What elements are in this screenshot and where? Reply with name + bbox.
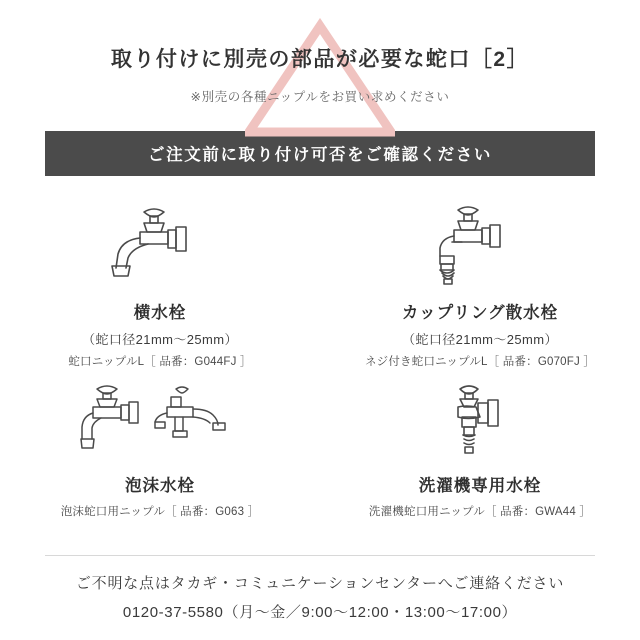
foam-faucet-art bbox=[10, 377, 310, 469]
faucet-card-washing-machine-faucet bbox=[320, 377, 640, 519]
faucet-part: 洗濯機蛇口用ニップル［ 品番：GWA44 ］ bbox=[368, 506, 592, 519]
faucet-name: カップリング散水栓 bbox=[401, 304, 559, 323]
faucet-part: 蛇口ニップルL［ 品番：G044FJ ］ bbox=[68, 356, 252, 369]
faucet-spec: （蛇口径21mm〜25mm） bbox=[402, 332, 558, 348]
faucet-card-foam-faucet bbox=[0, 377, 320, 519]
footer bbox=[45, 555, 595, 622]
washing-machine-faucet-icon bbox=[420, 379, 540, 469]
notice-banner: ご注文前に取り付け可否をご確認ください bbox=[45, 131, 595, 176]
faucet-name: 洗濯機専用水栓 bbox=[418, 477, 542, 496]
faucet-spec: （蛇口径21mm〜25mm） bbox=[82, 332, 238, 348]
side-faucet-icon bbox=[100, 200, 220, 296]
side-faucet-art bbox=[10, 198, 310, 296]
faucet-card-side-faucet bbox=[0, 198, 320, 369]
page-subtitle: ※別売の各種ニップルをお買い求めください bbox=[190, 90, 450, 105]
coupling-sprinkler-art bbox=[330, 198, 630, 296]
footer-phone-hours: 0120-37-5580（月〜金／9:00〜12:00・13:00〜17:00） bbox=[122, 604, 518, 621]
faucet-name: 泡沫水栓 bbox=[125, 477, 195, 496]
footer-contact-text: ご不明な点はタカギ・コミュニケーションセンターへご連絡ください bbox=[75, 575, 565, 592]
coupling-sprinkler-faucet-icon bbox=[420, 200, 540, 296]
faucet-card-coupling-sprinkler bbox=[320, 198, 640, 369]
header bbox=[0, 0, 640, 105]
faucet-part: 泡沫蛇口用ニップル［ 品番：G063 ］ bbox=[60, 506, 260, 519]
page-title: 取り付けに別売の部品が必要な蛇口［2］ bbox=[110, 48, 530, 71]
faucet-grid bbox=[0, 198, 640, 519]
foam-faucet-icon bbox=[75, 379, 245, 469]
washing-machine-faucet-art bbox=[330, 377, 630, 469]
faucet-part: ネジ付き蛇口ニップルL［ 品番：G070FJ ］ bbox=[364, 356, 596, 369]
faucet-name: 横水栓 bbox=[133, 304, 187, 323]
